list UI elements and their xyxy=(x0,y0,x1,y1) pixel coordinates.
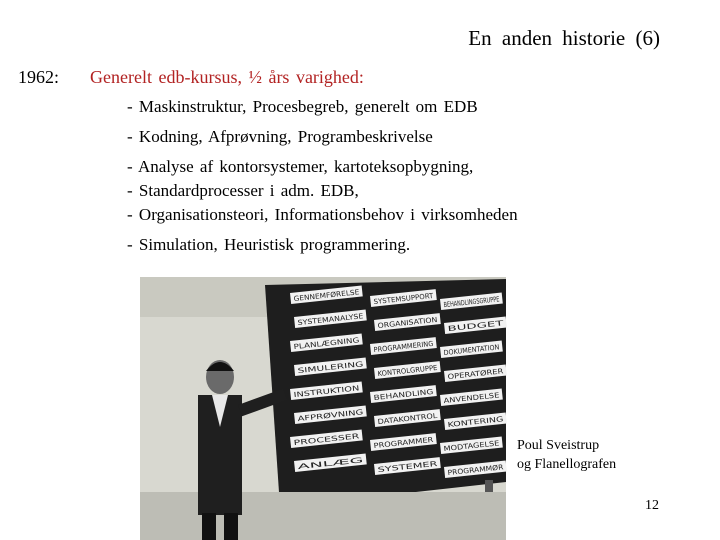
presenter-leg-right xyxy=(224,513,238,540)
svg-text:ANVENDELSE: ANVENDELSE xyxy=(443,392,491,406)
flannelgraph-photo xyxy=(140,277,523,540)
svg-text:PROGRAMMER: PROGRAMMER xyxy=(373,436,425,451)
svg-text:AFPRØVNING: AFPRØVNING xyxy=(297,410,345,424)
topic-item: - Maskinstruktur, Procesbegreb, generelt om EDB xyxy=(127,97,478,116)
svg-text:SIMULERING: SIMULERING xyxy=(297,362,342,376)
svg-text:PROGRAMMØR: PROGRAMMØR xyxy=(447,463,500,478)
svg-text:ORGANISATION: ORGANISATION xyxy=(377,316,432,331)
svg-text:SYSTEMSUPPORT: SYSTEMSUPPORT xyxy=(373,291,434,307)
page-number: 12 xyxy=(645,498,659,513)
svg-text:OPERATØRER: OPERATØRER xyxy=(447,368,495,382)
svg-text:KONTROLGRUPPE: KONTROLGRUPPE xyxy=(377,363,440,379)
topic-item: - Standardprocesser i adm. EDB, xyxy=(127,181,359,200)
photo-floor xyxy=(140,492,506,540)
svg-text:SYSTEMER: SYSTEMER xyxy=(377,462,416,475)
caption-subtitle: og Flanellografen xyxy=(517,457,617,472)
svg-text:ANLÆG: ANLÆG xyxy=(297,460,325,472)
svg-text:GENNEMFØRELSE: GENNEMFØRELSE xyxy=(293,288,357,304)
svg-text:KONTERING: KONTERING xyxy=(447,416,490,430)
topic-item: - Kodning, Afprøvning, Programbeskrivelse xyxy=(127,127,433,146)
topic-item: - Analyse af kontorsystemer, kartoteksopbygning, xyxy=(127,157,474,176)
svg-text:BEHANDLINGSGRUPPE: BEHANDLINGSGRUPPE xyxy=(443,292,523,310)
svg-text:PROCESSER: PROCESSER xyxy=(293,434,336,448)
topic-item: - Simulation, Heuristisk programmering. xyxy=(127,235,411,254)
svg-text:MODTAGELSE: MODTAGELSE xyxy=(443,440,492,454)
svg-text:DOKUMENTATION: DOKUMENTATION xyxy=(443,342,505,358)
year-label: 1962: xyxy=(18,67,60,87)
presenter-leg-left xyxy=(202,513,216,540)
slide-title: En anden historie (6) xyxy=(468,26,660,50)
topic-item: - Organisationsteori, Informationsbehov i virksomheden xyxy=(127,205,518,224)
svg-text:PLANLÆGNING: PLANLÆGNING xyxy=(293,337,347,352)
svg-text:PROGRAMMERING: PROGRAMMERING xyxy=(373,339,438,355)
caption-name: Poul Sveistrup xyxy=(517,438,600,453)
svg-text:INSTRUKTION: INSTRUKTION xyxy=(293,386,341,400)
svg-text:DATAKONTROL: DATAKONTROL xyxy=(377,412,430,427)
svg-text:SYSTEMANALYSE: SYSTEMANALYSE xyxy=(297,313,357,328)
course-heading: Generelt edb-kursus, ½ års varighed: xyxy=(90,67,364,87)
svg-text:BUDGET: BUDGET xyxy=(447,322,478,334)
svg-text:BEHANDLING: BEHANDLING xyxy=(373,389,421,403)
